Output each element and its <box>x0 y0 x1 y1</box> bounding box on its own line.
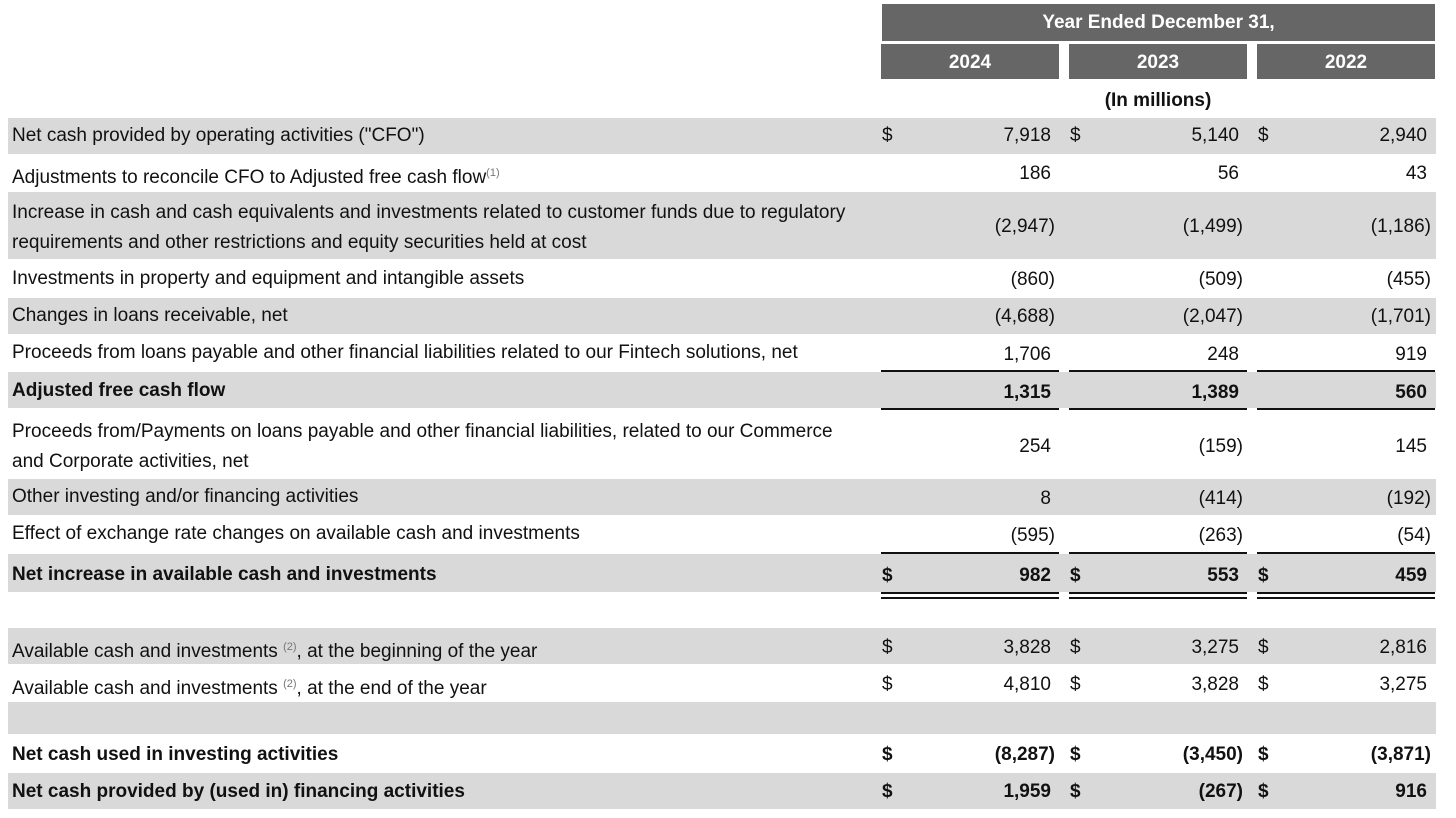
value-2023: (3,450) <box>1182 744 1243 765</box>
row-label-line-1: Increase in cash and cash equivalents and investments related to customer funds due to regulatory <box>12 202 846 223</box>
dollar-sign: $ <box>882 744 893 765</box>
dollar-sign: $ <box>1070 781 1081 802</box>
footnote-marker: (2) <box>283 641 297 653</box>
value-2022: (54) <box>1397 525 1431 546</box>
grand-total-rule <box>1257 592 1435 599</box>
value-2024: 3,828 <box>1003 637 1051 658</box>
row-label: Investments in property and equipment and intangible assets <box>12 268 525 289</box>
value-2024: (860) <box>1010 269 1055 290</box>
row-label: Effect of exchange rate changes on available cash and investments <box>12 523 580 544</box>
row-label: Changes in loans receivable, net <box>12 305 288 326</box>
row-label: Available cash and investments $^{(2)}$, at the beginning of the year <box>12 641 538 662</box>
row-label-line-2: and Corporate activities, net <box>12 451 249 472</box>
row-label: Net cash provided by operating activities ("CFO") <box>12 125 425 146</box>
value-2023: 1,389 <box>1191 382 1239 403</box>
dollar-sign: $ <box>1258 565 1269 586</box>
value-2023: 3,828 <box>1191 674 1239 695</box>
dollar-sign: $ <box>882 781 893 802</box>
total-rule <box>881 408 1059 410</box>
value-2022: (455) <box>1386 269 1431 290</box>
value-2023: (263) <box>1198 525 1243 546</box>
total-rule <box>1257 408 1435 410</box>
value-2024: 8 <box>1040 488 1051 509</box>
row-label-line-2: requirements and other restrictions and equity securities held at cost <box>12 232 587 253</box>
row-label: Other investing and/or financing activities <box>12 486 359 507</box>
value-2022: 459 <box>1395 565 1427 586</box>
value-2023: 56 <box>1217 163 1239 184</box>
dollar-sign: $ <box>882 637 893 658</box>
value-2022: 919 <box>1395 344 1427 365</box>
value-2023: (414) <box>1198 488 1243 509</box>
row-label: Net cash used in investing activities <box>12 744 339 765</box>
value-2022: (1,186) <box>1370 216 1431 237</box>
value-2023: 248 <box>1207 344 1239 365</box>
dollar-sign: $ <box>1070 125 1081 146</box>
row-label: Adjusted free cash flow <box>12 380 226 401</box>
dollar-sign: $ <box>1258 637 1269 658</box>
value-2024: 254 <box>1019 436 1051 457</box>
grand-total-rule <box>1069 592 1247 599</box>
value-2024: 7,918 <box>1003 125 1051 146</box>
value-2024: 4,810 <box>1003 674 1051 695</box>
value-2022: 2,940 <box>1379 125 1427 146</box>
dollar-sign: $ <box>1258 674 1269 695</box>
value-2024: 186 <box>1019 163 1051 184</box>
year-header-2023: 2023 <box>1069 44 1247 79</box>
dollar-sign: $ <box>882 565 893 586</box>
value-2023: (2,047) <box>1182 306 1243 327</box>
value-2023: (159) <box>1198 436 1243 457</box>
value-2022: (3,871) <box>1370 744 1431 765</box>
row-label: Net cash provided by (used in) financing activities <box>12 781 465 802</box>
value-2022: 2,816 <box>1379 637 1427 658</box>
row-label: Adjustments to reconcile CFO to Adjusted free cash flow$^{(1)}$ <box>12 167 500 188</box>
year-header-2022: 2022 <box>1257 44 1435 79</box>
value-2024: (595) <box>1010 525 1055 546</box>
value-2022: 560 <box>1395 382 1427 403</box>
year-header-2024: 2024 <box>881 44 1059 79</box>
value-2023: 553 <box>1207 565 1239 586</box>
total-rule <box>1069 408 1247 410</box>
spacer-row <box>8 702 1436 734</box>
dollar-sign: $ <box>1070 565 1081 586</box>
value-2024: (2,947) <box>994 216 1055 237</box>
value-2022: 3,275 <box>1379 674 1427 695</box>
footnote-marker: (2) <box>283 678 297 690</box>
dollar-sign: $ <box>882 674 893 695</box>
value-2023: (1,499) <box>1182 216 1243 237</box>
footnote-marker: (1) <box>486 167 500 179</box>
dollar-sign: $ <box>1258 781 1269 802</box>
dollar-sign: $ <box>1070 744 1081 765</box>
value-2024: 1,706 <box>1003 344 1051 365</box>
grand-total-rule <box>881 592 1059 599</box>
value-2024: 982 <box>1019 565 1051 586</box>
dollar-sign: $ <box>1258 744 1269 765</box>
value-2024: (8,287) <box>994 744 1055 765</box>
value-2022: 145 <box>1395 436 1427 457</box>
dollar-sign: $ <box>882 125 893 146</box>
units-label: (In millions) <box>1104 90 1212 111</box>
dollar-sign: $ <box>1258 125 1269 146</box>
period-header: Year Ended December 31, <box>882 4 1435 41</box>
value-2022: 43 <box>1405 163 1427 184</box>
value-2023: 5,140 <box>1191 125 1239 146</box>
value-2023: 3,275 <box>1191 637 1239 658</box>
row-label: Available cash and investments $^{(2)}$, at the end of the year <box>12 678 487 699</box>
value-2024: 1,315 <box>1003 382 1051 403</box>
value-2023: (509) <box>1198 269 1243 290</box>
row-label-line-1: Proceeds from/Payments on loans payable and other financial liabilities, related to our Commerce <box>12 421 833 442</box>
value-2022: (1,701) <box>1370 306 1431 327</box>
value-2022: 916 <box>1395 781 1427 802</box>
dollar-sign: $ <box>1070 674 1081 695</box>
row-label: Net increase in available cash and investments <box>12 564 437 585</box>
value-2022: (192) <box>1386 488 1431 509</box>
value-2024: (4,688) <box>994 306 1055 327</box>
row-label: Proceeds from loans payable and other financial liabilities related to our Fintech solutions, net <box>12 342 798 363</box>
value-2023: (267) <box>1198 781 1243 802</box>
value-2024: 1,959 <box>1003 781 1051 802</box>
dollar-sign: $ <box>1070 637 1081 658</box>
